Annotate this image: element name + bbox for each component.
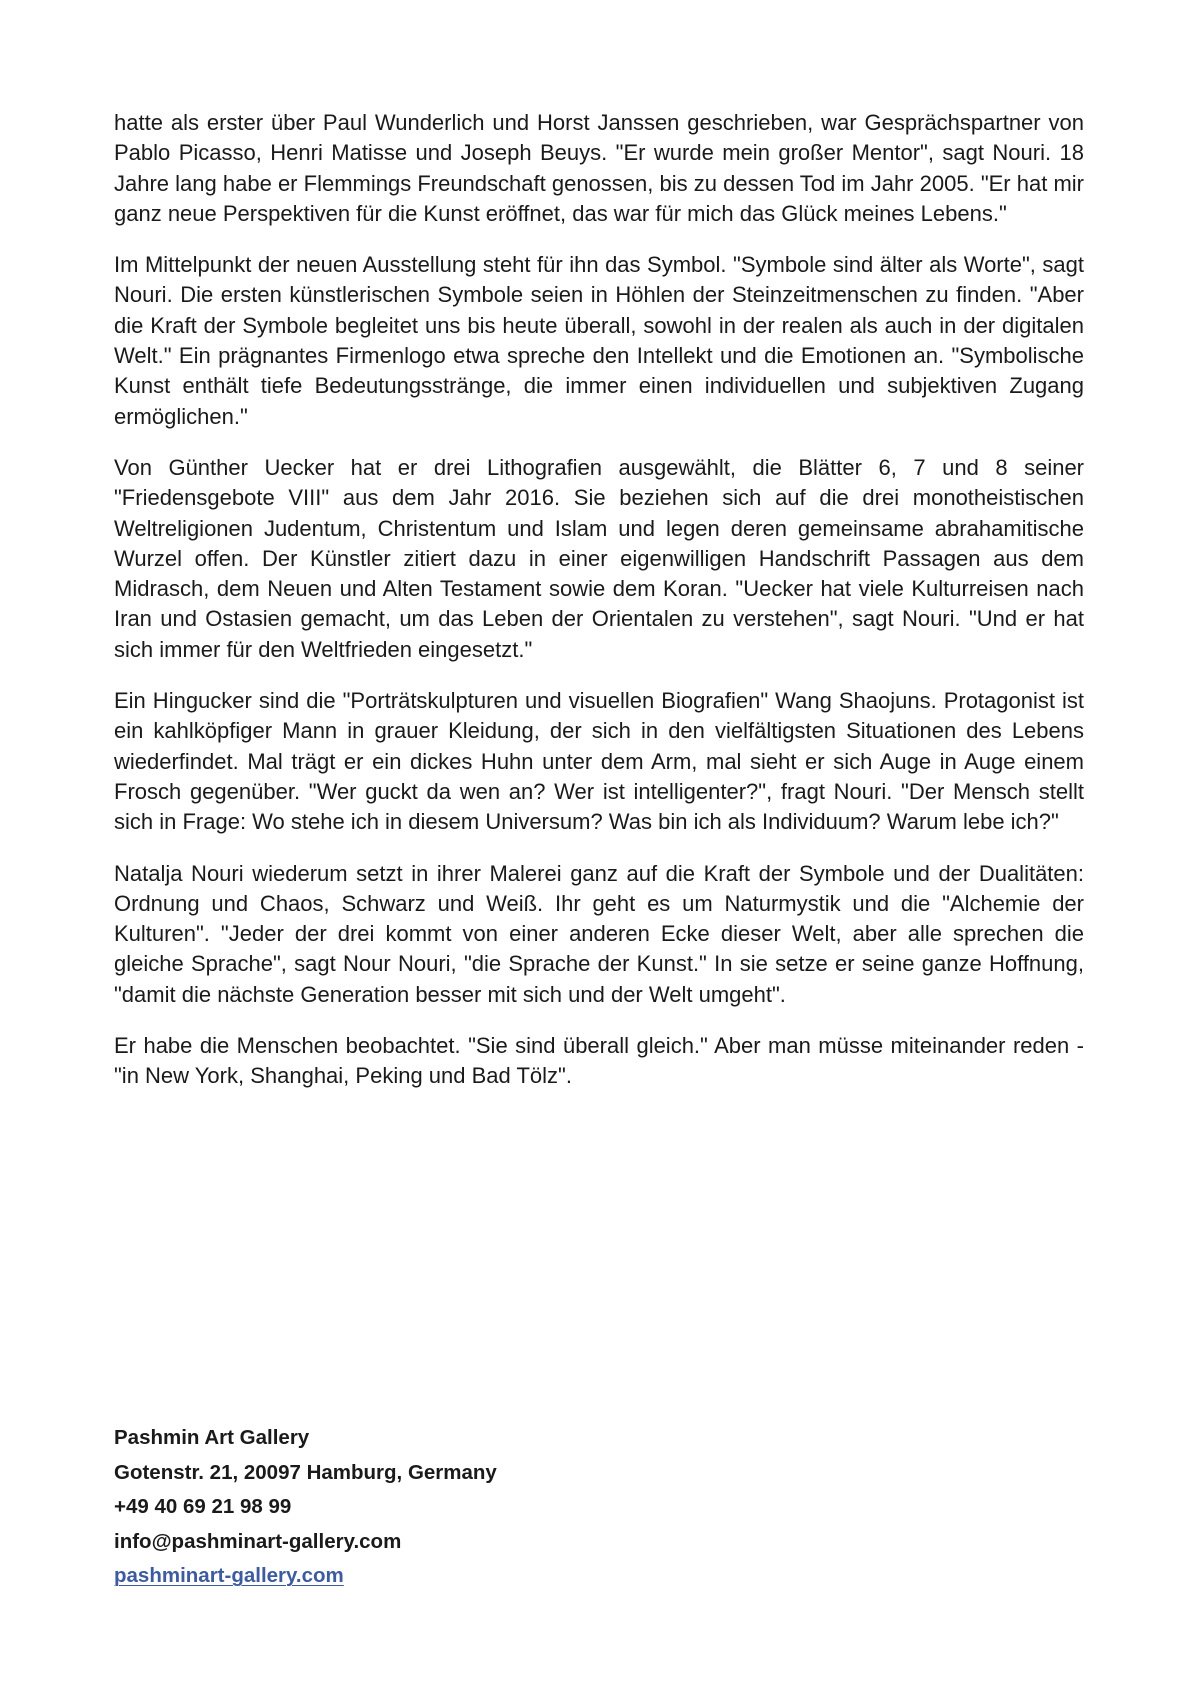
paragraph-natalja-nouri: Natalja Nouri wiederum setzt in ihrer Malerei ganz auf die Kraft der Symbole und der Dualitäten: Ordnung und Chaos, Schwarz und Weiß. Ihr geht es um Naturmystik und die "Alchemie der Kulturen". "Jeder der drei kommt von einer anderen Ecke dieser Welt, aber alle sprechen die gleiche Sprache", sagt Nour Nouri, "die Sprache der Kunst." In sie setze er seine ganze Hoffnung, "damit die nächste Generation besser mit sich und der Welt umgeht". bbox=[114, 860, 1084, 1007]
contact-block bbox=[114, 1421, 814, 1594]
gallery-website-link[interactable]: pashminart-gallery.com bbox=[114, 1564, 344, 1587]
article-body bbox=[114, 108, 1084, 1092]
gallery-address: Gotenstr. 21, 20097 Hamburg, Germany bbox=[114, 1460, 497, 1484]
paragraph-wang-shaojun: Ein Hingucker sind die "Porträtskulpturen und visuellen Biografien" Wang Shaojuns. Protagonist ist ein kahlköpfiger Mann in grauer Kleidung, der sich in den vielfältigsten Situationen des Lebens wiederfindet. Mal trägt er ein dickes Huhn unter dem Arm, mal sieht er sich Auge in Auge einem Frosch gegenüber. "Wer guckt da wen an? Wer ist intelligenter?", fragt Nouri. "Der Mensch stellt sich in Frage: Wo stehe ich in diesem Universum? Was bin ich als Individuum? Warum lebe ich?" bbox=[114, 688, 1084, 835]
gallery-phone: +49 40 69 21 98 99 bbox=[114, 1495, 292, 1518]
paragraph-closing: Er habe die Menschen beobachtet. "Sie sind überall gleich." Aber man müsse miteinander reden - "in New York, Shanghai, Peking und Bad Tölz". bbox=[114, 1033, 1084, 1089]
document-page bbox=[114, 108, 1084, 1113]
paragraph-mentor: hatte als erster über Paul Wunderlich und Horst Janssen geschrieben, war Gesprächspartner von Pablo Picasso, Henri Matisse und Joseph Beuys. "Er wurde mein großer Mentor", sagt Nouri. 18 Jahre lang habe er Flemmings Freundschaft genossen, bis zu dessen Tod im Jahr 2005. "Er hat mir ganz neue Perspektiven für die Kunst eröffnet, das war für mich das Glück meines Lebens." bbox=[114, 110, 1084, 226]
paragraph-symbol: Im Mittelpunkt der neuen Ausstellung steht für ihn das Symbol. "Symbole sind älter als Worte", sagt Nouri. Die ersten künstlerischen Symbole seien in Höhlen der Steinzeitmenschen zu finden. "Aber die Kraft der Symbole begleitet uns bis heute überall, sowohl in der realen als auch in der digitalen Welt." Ein prägnantes Firmenlogo etwa spreche den Intellekt und die Emotionen an. "Symbolische Kunst enthält tiefe Bedeutungsstränge, die immer einen individuellen und subjektiven Zugang ermöglichen." bbox=[114, 252, 1084, 429]
gallery-name: Pashmin Art Gallery bbox=[114, 1426, 310, 1449]
gallery-website-row bbox=[114, 1559, 814, 1594]
gallery-email: info@pashminart-gallery.com bbox=[114, 1529, 402, 1553]
paragraph-uecker: Von Günther Uecker hat er drei Lithografien ausgewählt, die Blätter 6, 7 und 8 seiner "Friedensgebote VIII" aus dem Jahr 2016. Sie beziehen sich auf die drei monotheistischen Weltreligionen Judentum, Christentum und Islam und legen deren gemeinsame abrahamitische Wurzel offen. Der Künstler zitiert dazu in einer eigenwilligen Handschrift Passagen aus dem Midrasch, dem Neuen und Alten Testament sowie dem Koran. "Uecker hat viele Kulturreisen nach Iran und Ostasien gemacht, um das Leben der Orientalen zu verstehen", sagt Nouri. "Und er hat sich immer für den Weltfrieden eingesetzt." bbox=[114, 454, 1084, 662]
